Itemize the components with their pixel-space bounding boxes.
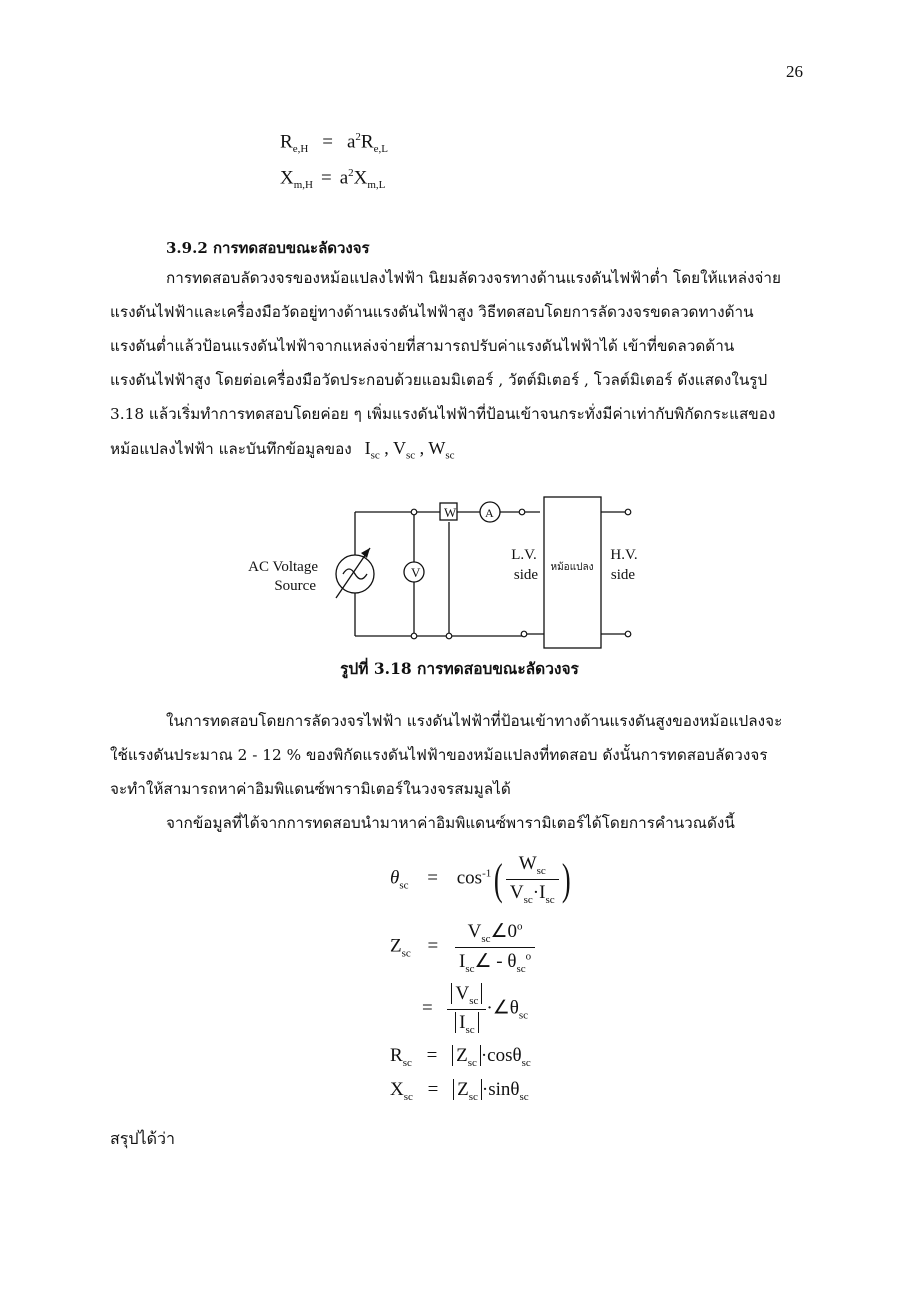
para2-line-2: ใช้แรงดันประมาณ 2 - 12 % ของพิกัดแรงดันไฟฟ้าของหม้อแปลงที่ทดสอบ ดังนั้นการทดสอบลัดวงจร bbox=[110, 746, 768, 764]
equation-x-mh: $X_{m,H} = a^2X_{m,L}$ bbox=[280, 167, 386, 192]
node bbox=[411, 509, 417, 515]
node bbox=[446, 633, 452, 639]
figure-caption: รูปที่ 3.18 การทดสอบขณะลัดวงจร bbox=[340, 659, 579, 678]
hv-terminal-bottom bbox=[625, 631, 631, 637]
equation-z-sc: $Z_{sc}$ = $\frac{V_{sc}\angle 0^o}{I_{sc}\angle - \theta_{sc}^o}$ bbox=[390, 920, 535, 975]
node bbox=[411, 633, 417, 639]
para1-line-3: แรงดันต่ำแล้วป้อนแรงดันไฟฟ้าจากแหล่งจ่ายที่สามารถปรับค่าแรงดันไฟฟ้าได้ เข้าที่ขดลวดด้าน bbox=[110, 337, 735, 355]
ammeter-label: A bbox=[485, 506, 494, 520]
para3: จากข้อมูลที่ได้จากการทดสอบนำมาหาค่าอิมพิแดนซ์พารามิเตอร์ได้โดยการคำนวณดังนี้ bbox=[166, 814, 735, 832]
para1-line-4: แรงดันไฟฟ้าสูง โดยต่อเครื่องมือวัดประกอบด้วยแอมมิเตอร์ , วัตต์มิเตอร์ , โวลต์มิเตอร์ ดังแสดงในรูป bbox=[110, 371, 768, 389]
page-number: 26 bbox=[786, 62, 803, 81]
para2-line-3: จะทำให้สามารถหาค่าอิมพิแดนซ์พารามิเตอร์ในวงจรสมมูลได้ bbox=[110, 780, 511, 798]
hv-terminal-top bbox=[625, 509, 631, 515]
wattmeter-label: W bbox=[444, 505, 457, 520]
lv-label-1: L.V. bbox=[511, 547, 537, 563]
recorded-variables: $I_{sc}$ , $V_{sc}$ , $W_{sc}$ bbox=[364, 438, 455, 462]
source-label-2: Source bbox=[274, 578, 316, 594]
para1-line-2: แรงดันไฟฟ้าและเครื่องมือวัดอยู่ทางด้านแรงดันไฟฟ้าสูง วิธีทดสอบโดยการลัดวงจรขดลวดทางด้าน bbox=[110, 303, 754, 321]
hv-label-2: side bbox=[610, 567, 636, 583]
para1-line-5: 3.18 แล้วเริ่มทำการทดสอบโดยค่อย ๆ เพิ่มแรงดันไฟฟ้าที่ป้อนเข้าจนกระทั่งมีค่าเท่ากับพิกัดกระแสของ bbox=[110, 405, 776, 423]
equation-theta-sc: $\theta_{sc} = \cos^{-1}$( $\frac{W_{sc}}{V_{sc}\cdot I_{sc}}$ ) bbox=[390, 853, 571, 906]
equation-x-sc: $X_{sc} = Z_{sc} \cdot\sin\theta_{sc}$ bbox=[390, 1079, 529, 1103]
hv-label-1: H.V. bbox=[610, 547, 638, 563]
para1-line-1: การทดสอบลัดวงจรของหม้อแปลงไฟฟ้า นิยมลัดวงจรทางด้านแรงดันไฟฟ้าต่ำ โดยให้แหล่งจ่าย bbox=[166, 269, 781, 287]
para2-line-1: ในการทดสอบโดยการลัดวงจรไฟฟ้า แรงดันไฟฟ้าที่ป้อนเข้าทางด้านแรงดันสูงของหม้อแปลงจะ bbox=[166, 712, 783, 730]
lv-terminal-bottom bbox=[521, 631, 527, 637]
section-heading: 3.9.2 การทดสอบขณะลัดวงจร bbox=[166, 239, 370, 257]
voltmeter-label: V bbox=[411, 565, 421, 580]
source-label-1: AC Voltage bbox=[248, 559, 318, 575]
equation-r-sc: $R_{sc} = Z_{sc} \cdot\cos\theta_{sc}$ bbox=[390, 1045, 531, 1069]
lv-terminal-top bbox=[519, 509, 525, 515]
lv-label-2: side bbox=[513, 567, 539, 583]
equation-z-sc-magnitude: = $\frac{V_{sc}}{I_{sc}}$ $\cdot\angle\theta_{sc}$ bbox=[422, 983, 529, 1036]
summary-text: สรุปได้ว่า bbox=[110, 1129, 175, 1148]
short-circuit-test-diagram bbox=[248, 490, 668, 655]
transformer-label: หม้อแปลง bbox=[550, 562, 594, 573]
equation-r-eh: $R_{e,H} = a^2R_{e,L}$ bbox=[280, 131, 388, 156]
para1-line-6: หม้อแปลงไฟฟ้า และบันทึกข้อมูลของ $I_{sc}$ , $V_{sc}$ , $W_{sc}$ bbox=[110, 438, 455, 462]
